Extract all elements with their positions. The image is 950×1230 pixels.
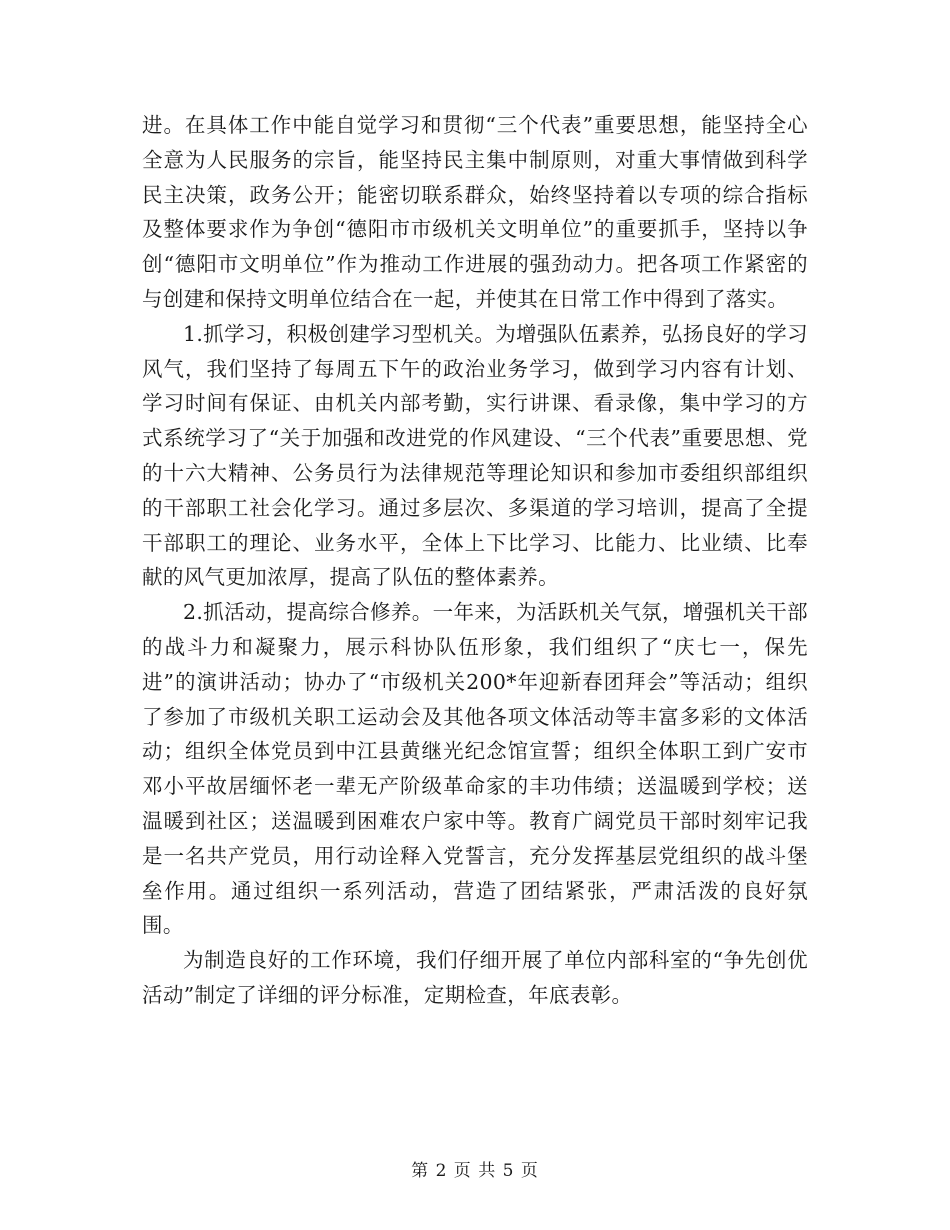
paragraph-activities: 2.抓活动，提高综合修养。一年来，为活跃机关气氛，增强机关干部的战斗力和凝聚力，展示科协队伍形象，我们组织了“庆七一，保先进”的演讲活动；协办了“市级机关200*年迎新春团拜会”等活动；组织了参加了市级机关职工运动会及其他各项文体活动等丰富多彩的文体活动；组织全体党员到中江县黄继光纪念馆宣誓；组织全体职工到广安市邓小平故居缅怀老一辈无产阶级革命家的丰功伟绩；送温暖到学校；送温暖到社区；送温暖到困难农户家中等。教育广阔党员干部时刻牢记我是一名共产党员，用行动诠释入党誓言，充分发挥基层党组织的战斗堡垒作用。通过组织一系列活动，营造了团结紧张，严肃活泼的良好氛围。: [142, 600, 808, 938]
document-body: [142, 108, 808, 1013]
page-number-footer: 第 2 页 共 5 页: [411, 1161, 539, 1181]
paragraph-study: 1.抓学习，积极创建学习型机关。为增强队伍素养，弘扬良好的学习风气，我们坚持了每周五下午的政治业务学习，做到学习内容有计划、学习时间有保证、由机关内部考勤，实行讲课、看录像，集中学习的方式系统学习了“关于加强和改进党的作风建设、“三个代表”重要思想、党的十六大精神、公务员行为法律规范等理论知识和参加市委组织部组织的干部职工社会化学习。通过多层次、多渠道的学习培训，提高了全提干部职工的理论、业务水平，全体上下比学习、比能力、比业绩、比奉献的风气更加浓厚，提高了队伍的整体素养。: [142, 321, 808, 590]
paragraph-continuation: 进。在具体工作中能自觉学习和贯彻“三个代表”重要思想，能坚持全心全意为人民服务的宗旨，能坚持民主集中制原则，对重大事情做到科学民主决策，政务公开；能密切联系群众，始终坚持着以专项的综合指标及整体要求作为争创“德阳市市级机关文明单位”的重要抓手，坚持以争创“德阳市文明单位”作为推动工作进展的强劲动力。把各项工作紧密的与创建和保持文明单位结合在一起，并使其在日常工作中得到了落实。: [142, 113, 808, 311]
paragraph-environment: 为制造良好的工作环境，我们仔细开展了单位内部科室的“争先创优活动”制定了详细的评分标准，定期检查，年底表彰。: [142, 948, 808, 1007]
